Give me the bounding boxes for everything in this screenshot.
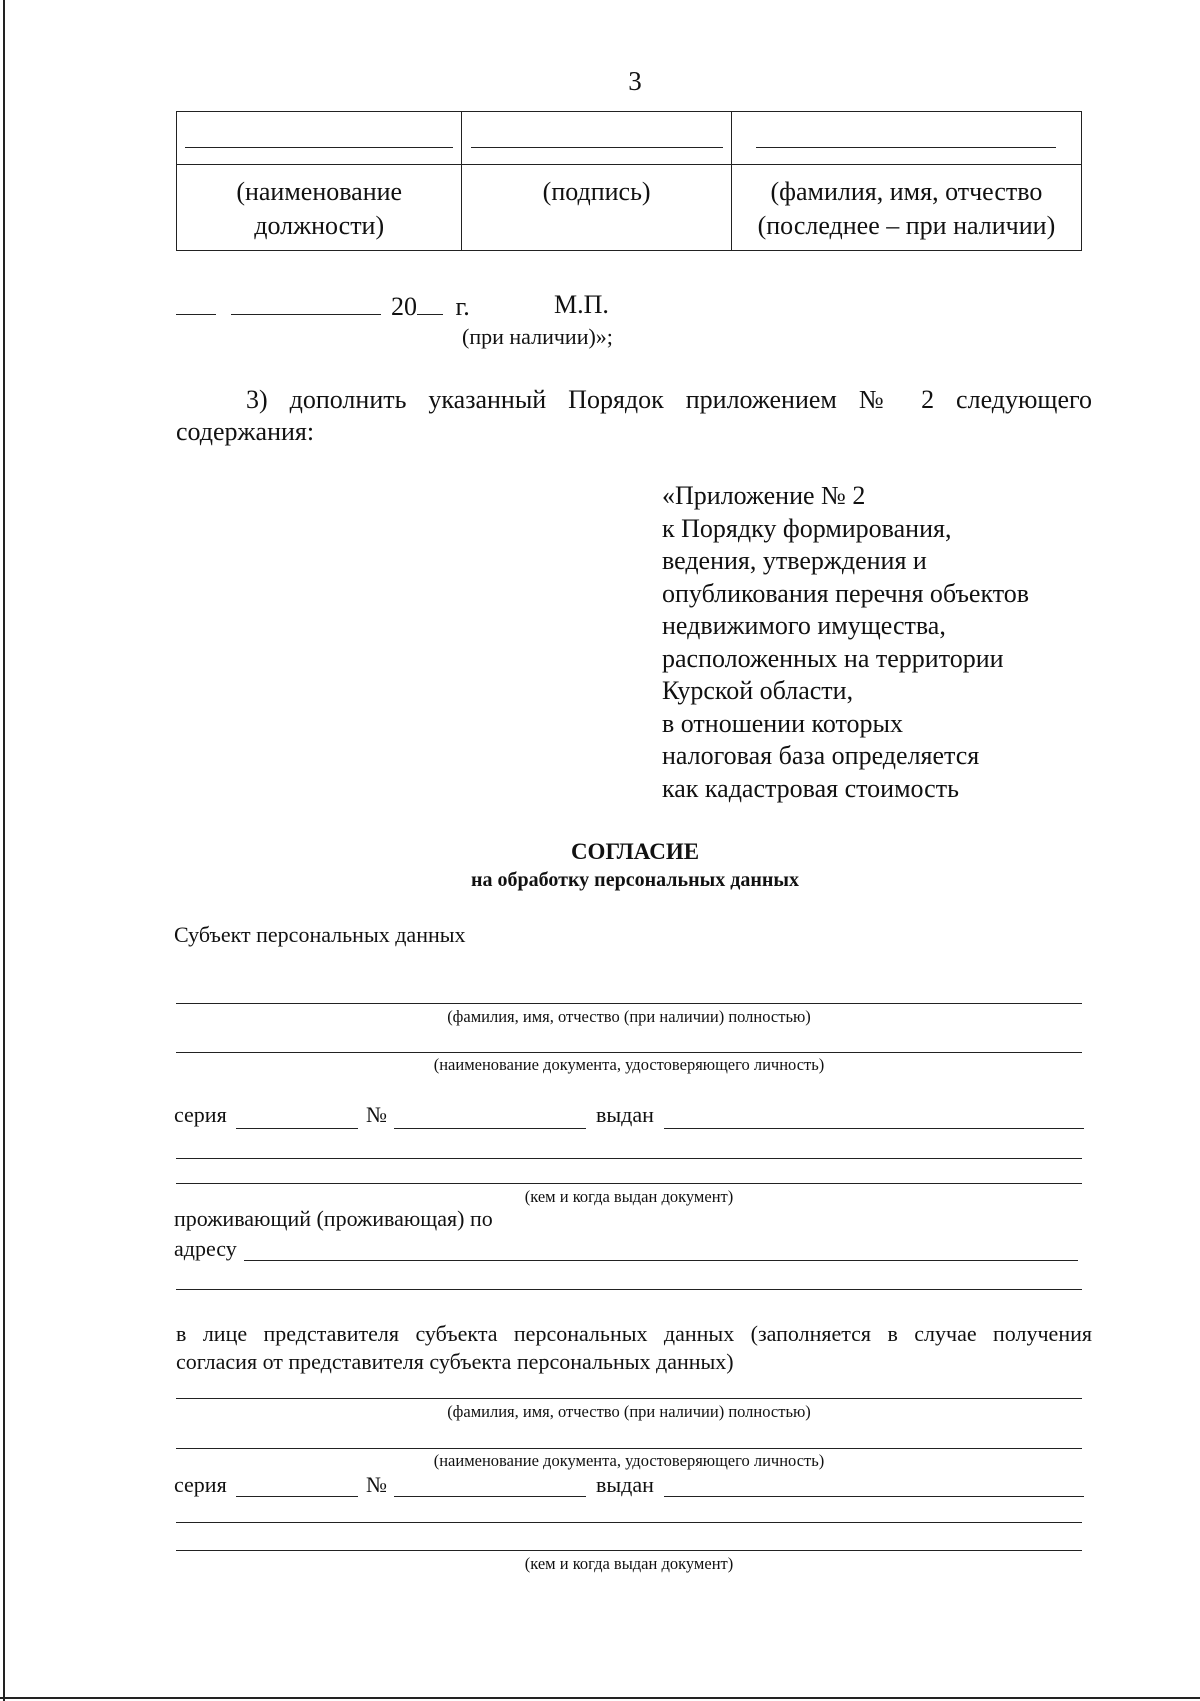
series-field	[236, 1128, 358, 1129]
signature-blank-name	[731, 112, 1081, 165]
paragraph-3-line1: 3) дополнить указанный Порядок приложением № 2 следующего	[246, 385, 1092, 414]
issued-extra-line-2	[176, 1183, 1082, 1184]
subject-label: Субъект персональных данных	[174, 922, 466, 947]
appendix-line: «Приложение № 2	[662, 481, 866, 510]
series-label: серия	[174, 1102, 227, 1127]
rep-issued-caption: (кем и когда выдан документ)	[524, 1554, 734, 1573]
appendix-line: налоговая база определяется	[662, 741, 980, 770]
fio-line	[176, 1003, 1082, 1004]
date-line	[176, 290, 470, 322]
appendix-header	[662, 480, 1029, 805]
appendix-line: ведения, утверждения и	[662, 546, 927, 575]
doc-line	[176, 1052, 1082, 1053]
stamp-label: М.П.	[554, 290, 609, 319]
signature-table	[176, 111, 1082, 251]
page-number: 3	[628, 66, 642, 96]
rep-number-field	[394, 1496, 586, 1497]
rep-issued-extra-line-2	[176, 1550, 1082, 1551]
representative-line2: согласия от представителя субъекта персональных данных)	[176, 1349, 734, 1374]
rep-doc-caption: (наименование документа, удостоверяющего личность)	[433, 1451, 825, 1470]
rep-issued-field	[664, 1496, 1084, 1497]
representative-line1: в лице представителя субъекта персональных данных (заполняется в случае получения	[176, 1321, 1092, 1346]
appendix-line: опубликования перечня объектов	[662, 578, 1030, 608]
issued-extra-line	[176, 1158, 1082, 1159]
appendix-line: Курской области,	[662, 676, 854, 705]
rep-series-field	[236, 1496, 358, 1497]
doc-caption: (наименование документа, удостоверяющего личность)	[433, 1055, 825, 1074]
rep-fio-caption: (фамилия, имя, отчество (при наличии) полностью)	[447, 1402, 811, 1421]
appendix-line: расположенных на территории	[662, 643, 1004, 673]
address-field	[244, 1260, 1078, 1261]
address-extra-line	[176, 1289, 1082, 1290]
issued-field	[664, 1128, 1084, 1129]
rep-fio-line	[176, 1398, 1082, 1399]
number-field	[394, 1128, 586, 1129]
fio-caption: (фамилия, имя, отчество (при наличии) полностью)	[447, 1007, 811, 1026]
appendix-line: как кадастровая стоимость	[662, 773, 959, 803]
issued-label: выдан	[596, 1102, 654, 1127]
appendix-line: недвижимого имущества,	[662, 611, 946, 640]
appendix-line: к Порядку формирования,	[662, 513, 952, 543]
rep-issued-label: выдан	[596, 1472, 654, 1497]
rep-series-label: серия	[174, 1472, 227, 1497]
date-year-prefix: 20	[391, 292, 417, 321]
scan-border-bottom	[0, 1697, 1200, 1699]
appendix-line: в отношении которых	[662, 708, 903, 738]
signature-blank-position	[177, 112, 462, 165]
stamp-note: (при наличии)»;	[462, 324, 613, 349]
signature-blank-sign	[462, 112, 731, 165]
consent-title: СОГЛАСИЕ	[570, 839, 700, 864]
paragraph-3	[176, 384, 1092, 448]
rep-doc-line	[176, 1448, 1082, 1449]
representative-text	[176, 1320, 1092, 1376]
consent-subtitle: на обработку персональных данных	[471, 869, 799, 891]
issued-caption: (кем и когда выдан документ)	[524, 1187, 734, 1206]
paragraph-3-line2: содержания:	[176, 417, 315, 446]
signature-caption-name: (фамилия, имя, отчество (последнее – при наличии)	[731, 165, 1081, 251]
residing-line2: адресу	[174, 1236, 237, 1261]
residing-line1: проживающий (проживающая) по	[174, 1206, 493, 1231]
number-label: №	[366, 1102, 387, 1127]
signature-caption-position: (наименование должности)	[177, 165, 462, 251]
rep-issued-extra-line	[176, 1522, 1082, 1523]
rep-number-label: №	[366, 1472, 387, 1497]
date-year-suffix: г.	[455, 292, 470, 321]
signature-caption-sign: (подпись)	[462, 165, 731, 251]
